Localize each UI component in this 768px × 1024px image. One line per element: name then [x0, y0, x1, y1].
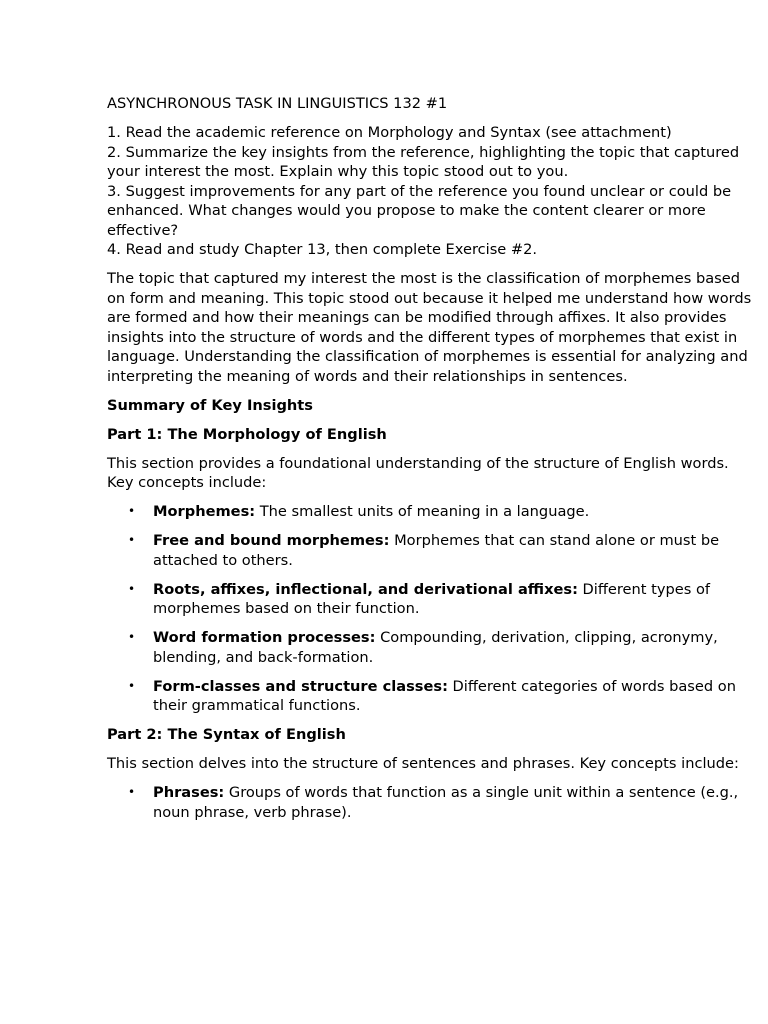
term-definition: Different categories of words based on their grammatical functions.: [153, 677, 736, 714]
bullet-icon: •: [128, 533, 136, 547]
part1-intro: This section provides a foundational understanding of the structure of English words. Key concepts include:: [107, 454, 729, 491]
summary-heading: Summary of Key Insights: [107, 396, 313, 414]
list-item: [107, 628, 752, 667]
list-item: [107, 531, 752, 570]
bullet-icon: •: [128, 678, 136, 693]
term-definition: Different types of morphemes based on their function.: [153, 580, 711, 617]
list-item: [107, 580, 752, 619]
part1-list: [107, 502, 752, 716]
document-title: ASYNCHRONOUS TASK IN LINGUISTICS 132 #1: [107, 95, 448, 112]
bullet-icon: •: [128, 504, 136, 518]
task-list: [107, 123, 752, 260]
task-item: 1. Read the academic reference on Morphology and Syntax (see attachment): [107, 124, 672, 141]
task-item: 3. Suggest improvements for any part of the reference you found unclear or could be enhanced. What changes would you propose to make the content clearer or more effective?: [107, 182, 732, 239]
term-label: Phrases:: [153, 784, 225, 801]
bullet-icon: •: [128, 581, 136, 596]
term-label: Form-classes and structure classes:: [153, 677, 448, 695]
part1-heading: Part 1: The Morphology of English: [107, 425, 387, 443]
list-item: [107, 677, 752, 716]
term-label: Free and bound morphemes:: [153, 532, 390, 549]
part2-list: [107, 783, 752, 822]
term-label: Word formation processes:: [153, 629, 376, 646]
task-item: 4. Read and study Chapter 13, then complete Exercise #2.: [107, 241, 538, 258]
part2-heading: Part 2: The Syntax of English: [107, 726, 346, 743]
term-label: Roots, affixes, inflectional, and derivational affixes:: [153, 580, 578, 598]
term-definition: Compounding, derivation, clipping, acronymy, blending, and back-formation.: [153, 629, 718, 666]
interest-paragraph: The topic that captured my interest the most is the classification of morphemes based on form and meaning. This topic stood out because it helped me understand how words are formed and how their meanings can be modified through affixes. It also provides insights into the structure of words and the different types of morphemes that exist in language. Understanding the classification of morphemes is essential for analyzing and interpreting the meaning of words and their relationships in sentences.: [107, 270, 752, 385]
part2-intro: This section delves into the structure of sentences and phrases. Key concepts include:: [107, 755, 739, 772]
task-item: 2. Summarize the key insights from the reference, highlighting the topic that captured your interest the most. Explain why this topic stood out to you.: [107, 143, 740, 180]
term-definition: Morphemes that can stand alone or must be attached to others.: [153, 532, 720, 569]
term-definition: The smallest units of meaning in a language.: [255, 503, 590, 520]
list-item: [107, 783, 752, 822]
term-definition: Groups of words that function as a single unit within a sentence (e.g., noun phrase, verb phrase).: [153, 784, 739, 821]
bullet-icon: •: [128, 785, 136, 799]
bullet-icon: •: [128, 630, 136, 644]
term-label: Morphemes:: [153, 503, 256, 520]
list-item: [107, 502, 752, 522]
document-page: [107, 94, 752, 832]
